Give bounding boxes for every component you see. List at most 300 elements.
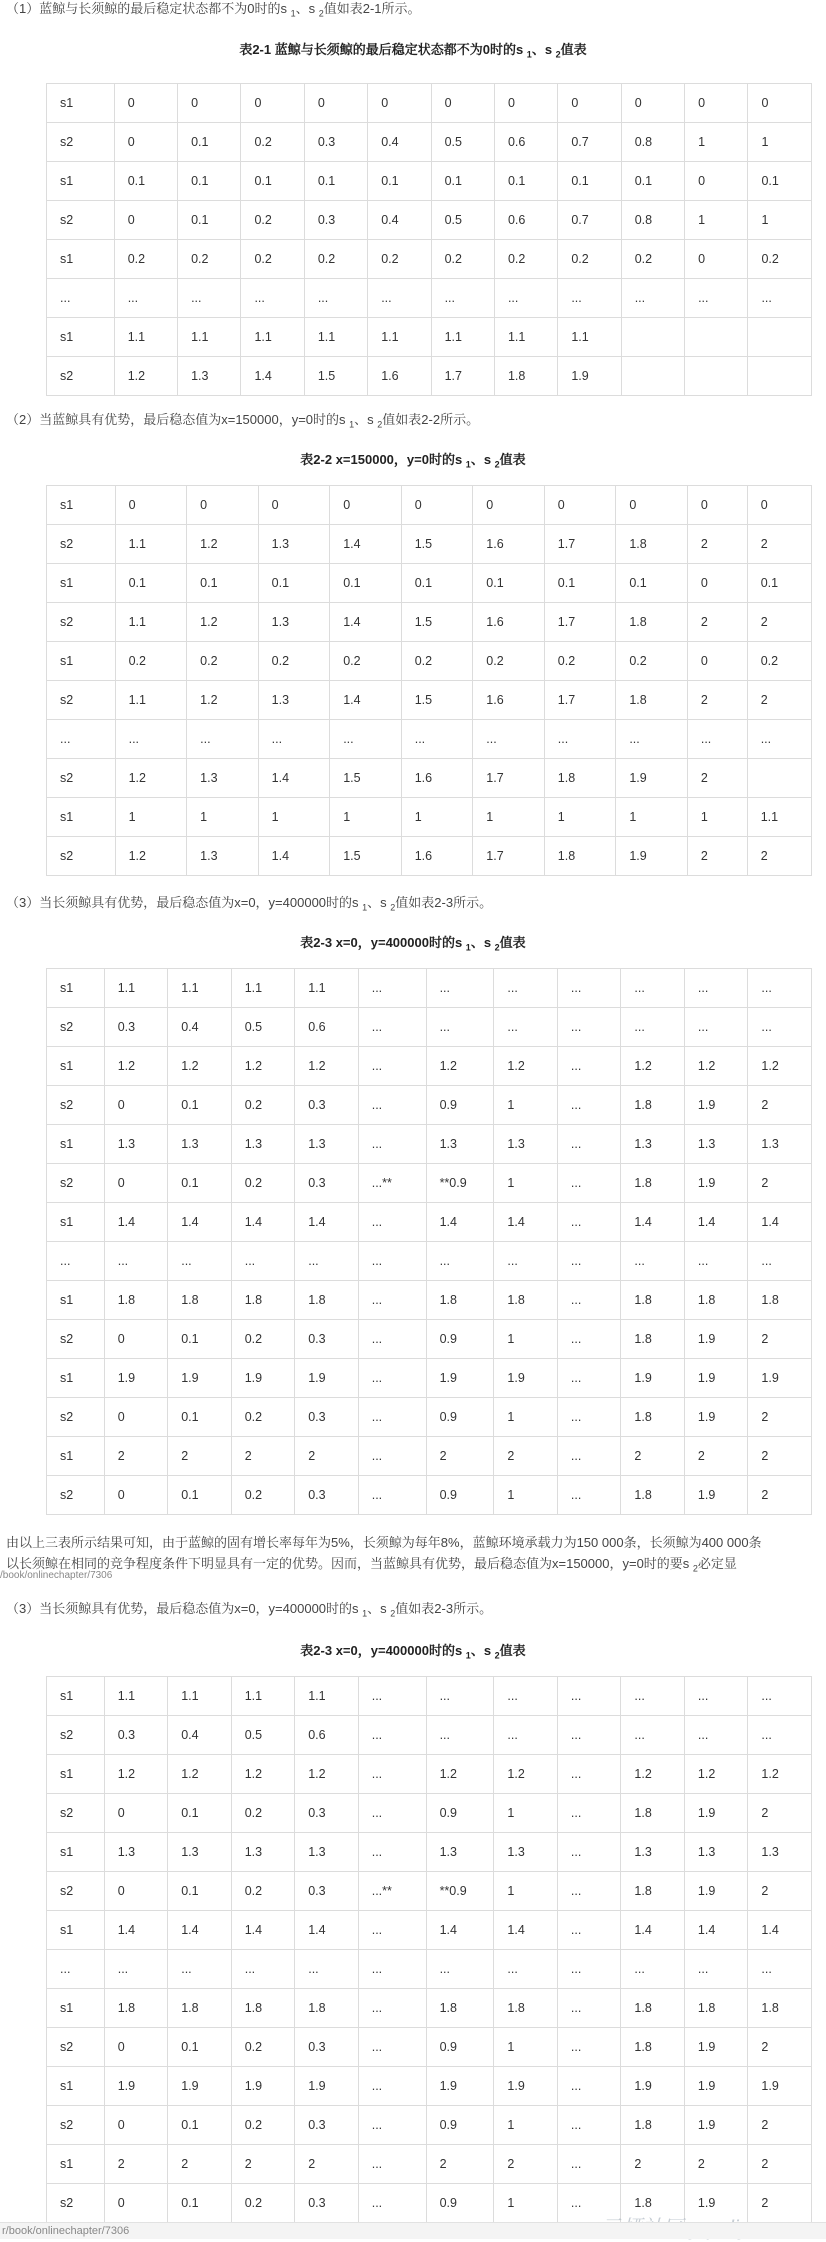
table-row bbox=[47, 1437, 812, 1476]
table-cell: ... bbox=[358, 1398, 426, 1437]
table-cell: ... bbox=[358, 2028, 426, 2067]
table-cell: 2 bbox=[748, 2184, 812, 2223]
table-cell: 0.2 bbox=[114, 240, 177, 279]
table-cell: 1.2 bbox=[494, 1047, 558, 1086]
table-cell: 1.2 bbox=[187, 525, 259, 564]
table-cell: ... bbox=[358, 1047, 426, 1086]
table-cell: 0 bbox=[104, 1872, 168, 1911]
table-cell: ... bbox=[557, 2145, 621, 2184]
table-cell: ... bbox=[358, 969, 426, 1008]
row-label-cell: s1 bbox=[47, 1047, 105, 1086]
table-cell: 2 bbox=[621, 2145, 685, 2184]
table-cell bbox=[621, 318, 684, 357]
table-cell: ... bbox=[557, 2184, 621, 2223]
table-cell: 1.4 bbox=[168, 1911, 232, 1950]
table-cell: ... bbox=[178, 279, 241, 318]
table-cell: 1.2 bbox=[494, 1755, 558, 1794]
table-cell: 1 bbox=[494, 1872, 558, 1911]
table-cell: 1.8 bbox=[295, 1989, 359, 2028]
table-cell: 0.3 bbox=[295, 1476, 359, 1515]
table-cell: 1.3 bbox=[258, 525, 330, 564]
table-cell: ... bbox=[684, 1242, 748, 1281]
table-cell: 1.5 bbox=[330, 837, 402, 876]
table-cell: ... bbox=[358, 1833, 426, 1872]
table-row bbox=[47, 1716, 812, 1755]
table-cell: ... bbox=[557, 1911, 621, 1950]
table-cell: 0.2 bbox=[241, 240, 304, 279]
table-cell: ... bbox=[241, 279, 304, 318]
table-cell: 0.1 bbox=[304, 162, 367, 201]
table-row bbox=[47, 162, 812, 201]
table-cell: 1.9 bbox=[231, 1359, 295, 1398]
table-cell: 1 bbox=[494, 1320, 558, 1359]
table-cell: ... bbox=[687, 720, 747, 759]
table-cell: ... bbox=[104, 1242, 168, 1281]
table-cell: 1.4 bbox=[748, 1911, 812, 1950]
table-cell: 1.8 bbox=[621, 1872, 685, 1911]
table-cell: 0 bbox=[114, 123, 177, 162]
table-cell: 1.9 bbox=[684, 1320, 748, 1359]
table-cell: ... bbox=[557, 969, 621, 1008]
table-cell: ... bbox=[358, 2184, 426, 2223]
summary-line-1: 由以上三表所示结果可知，由于蓝鲸的固有增长率每年为5%，长须鲸为每年8%，蓝鲸环境承载力为150 000条，长须鲸为400 000条 bbox=[6, 1535, 762, 1550]
table-cell: 1.2 bbox=[187, 681, 259, 720]
table-cell: 0 bbox=[104, 1794, 168, 1833]
table-cell: ... bbox=[557, 1320, 621, 1359]
data-table-2-3 bbox=[46, 968, 812, 1515]
table-cell: ...** bbox=[358, 1872, 426, 1911]
table-cell: 0.1 bbox=[114, 162, 177, 201]
table-cell: 1.1 bbox=[295, 1677, 359, 1716]
table-cell: 0.4 bbox=[168, 1716, 232, 1755]
table-cell: ... bbox=[621, 1677, 685, 1716]
table-cell: 0.1 bbox=[168, 1794, 232, 1833]
table-cell: 2 bbox=[426, 2145, 494, 2184]
table-cell: 0 bbox=[104, 2028, 168, 2067]
table-cell: ... bbox=[426, 1008, 494, 1047]
table-cell: 1.4 bbox=[295, 1911, 359, 1950]
table-cell: ... bbox=[621, 1716, 685, 1755]
table-cell: 1.4 bbox=[104, 1911, 168, 1950]
table-cell: 1.4 bbox=[330, 681, 402, 720]
table-cell: 2 bbox=[748, 1320, 812, 1359]
table-cell: 1 bbox=[685, 123, 748, 162]
table-cell: 1.3 bbox=[104, 1833, 168, 1872]
table-cell: 1.8 bbox=[231, 1989, 295, 2028]
table-cell: 1.5 bbox=[330, 759, 402, 798]
row-label-cell: s1 bbox=[47, 162, 115, 201]
table-cell: 1.8 bbox=[616, 681, 688, 720]
table-cell: 2 bbox=[494, 2145, 558, 2184]
table-cell: 1.2 bbox=[115, 759, 187, 798]
table-cell: 2 bbox=[747, 525, 811, 564]
table-cell: 0.5 bbox=[431, 201, 494, 240]
table-cell: 1 bbox=[616, 798, 688, 837]
table-cell: 0.2 bbox=[231, 1086, 295, 1125]
table-cell: 0.3 bbox=[295, 2184, 359, 2223]
intro-2: （2）当蓝鲸具有优势，最后稳态值为x=150000，y=0时的s $_1$、s $_2$值如表2-2所示。 bbox=[6, 412, 480, 430]
table-cell: 2 bbox=[168, 2145, 232, 2184]
table-cell: ... bbox=[295, 1950, 359, 1989]
table-cell: 1 bbox=[494, 1164, 558, 1203]
table-cell: ... bbox=[231, 1950, 295, 1989]
table-cell: 0 bbox=[431, 84, 494, 123]
table-cell: 0.3 bbox=[304, 201, 367, 240]
table-row bbox=[47, 1125, 812, 1164]
table-cell: 1.3 bbox=[684, 1125, 748, 1164]
table-row bbox=[47, 759, 812, 798]
row-label-cell: s2 bbox=[47, 123, 115, 162]
table-cell: 1.9 bbox=[684, 1359, 748, 1398]
table-cell: 0.2 bbox=[231, 1872, 295, 1911]
table-cell: 1.7 bbox=[544, 681, 616, 720]
table-cell: 1.9 bbox=[616, 759, 688, 798]
table-cell: 0 bbox=[616, 486, 688, 525]
table-cell: 0.3 bbox=[295, 1398, 359, 1437]
table-cell: 1.9 bbox=[748, 1359, 812, 1398]
table-cell: 1.2 bbox=[748, 1755, 812, 1794]
table-cell: 0.9 bbox=[426, 2028, 494, 2067]
row-label-cell: s2 bbox=[47, 681, 116, 720]
table-cell: 0 bbox=[621, 84, 684, 123]
table-cell: 1.4 bbox=[104, 1203, 168, 1242]
table-cell: 1.8 bbox=[621, 1281, 685, 1320]
table-cell: ... bbox=[358, 1281, 426, 1320]
table-row bbox=[47, 84, 812, 123]
table-cell: 1.4 bbox=[426, 1911, 494, 1950]
data-table-2-3-repeat bbox=[46, 1676, 812, 2223]
table-cell: 1.2 bbox=[104, 1755, 168, 1794]
table-cell: ... bbox=[684, 1716, 748, 1755]
table-cell: 0.9 bbox=[426, 1320, 494, 1359]
table-cell: 0.3 bbox=[295, 2028, 359, 2067]
table-cell: 1.2 bbox=[295, 1047, 359, 1086]
table-cell: 1.2 bbox=[684, 1047, 748, 1086]
table-cell: 0.3 bbox=[295, 1794, 359, 1833]
table-cell: 1.9 bbox=[621, 1359, 685, 1398]
table-cell: ... bbox=[557, 2067, 621, 2106]
table-cell: **0.9 bbox=[426, 1164, 494, 1203]
table-cell: ... bbox=[115, 720, 187, 759]
table-row bbox=[47, 1047, 812, 1086]
table-cell: 0 bbox=[687, 564, 747, 603]
table-cell: 0.3 bbox=[295, 2106, 359, 2145]
table-cell: 2 bbox=[295, 1437, 359, 1476]
table-cell bbox=[685, 357, 748, 396]
row-label-cell: s2 bbox=[47, 603, 116, 642]
table-cell: 1.1 bbox=[115, 681, 187, 720]
table-cell: 1 bbox=[401, 798, 473, 837]
table-cell: ... bbox=[358, 1911, 426, 1950]
table-cell: 1.8 bbox=[748, 1281, 812, 1320]
table-cell: ... bbox=[544, 720, 616, 759]
table-cell: ... bbox=[557, 2028, 621, 2067]
table-cell: ... bbox=[557, 1203, 621, 1242]
table-cell: ... bbox=[358, 1320, 426, 1359]
table-cell: ... bbox=[557, 1281, 621, 1320]
table-cell: 0 bbox=[104, 1320, 168, 1359]
table-cell: ... bbox=[685, 279, 748, 318]
table-cell: 0.8 bbox=[621, 201, 684, 240]
table-cell: 1.4 bbox=[330, 525, 402, 564]
row-label-cell: s1 bbox=[47, 1125, 105, 1164]
table-cell: 1.9 bbox=[295, 1359, 359, 1398]
table-cell: ... bbox=[494, 1008, 558, 1047]
table-cell: 1.3 bbox=[104, 1125, 168, 1164]
table-cell: ... bbox=[358, 1677, 426, 1716]
table-cell: 0.1 bbox=[168, 2028, 232, 2067]
table-cell: 0.5 bbox=[431, 123, 494, 162]
table-cell: 0.1 bbox=[494, 162, 557, 201]
table-cell: 1.3 bbox=[187, 837, 259, 876]
row-label-cell: s1 bbox=[47, 84, 115, 123]
table-cell: 1.2 bbox=[168, 1755, 232, 1794]
table-cell: ... bbox=[358, 1716, 426, 1755]
table-cell: 1 bbox=[494, 2028, 558, 2067]
table-cell: 0 bbox=[330, 486, 402, 525]
table-cell: 1.4 bbox=[231, 1911, 295, 1950]
table-cell: 1 bbox=[748, 201, 812, 240]
table-cell: 1.2 bbox=[295, 1755, 359, 1794]
table-cell: 0 bbox=[401, 486, 473, 525]
row-label-cell: s2 bbox=[47, 1716, 105, 1755]
table-cell: 2 bbox=[104, 2145, 168, 2184]
table-cell: 1.4 bbox=[295, 1203, 359, 1242]
table-cell: 1.7 bbox=[431, 357, 494, 396]
table-cell: 1.2 bbox=[621, 1755, 685, 1794]
table-cell: 1.9 bbox=[494, 1359, 558, 1398]
table-row bbox=[47, 837, 812, 876]
table-cell: 2 bbox=[748, 1164, 812, 1203]
row-label-cell: s1 bbox=[47, 1755, 105, 1794]
table-cell: 0.1 bbox=[168, 1398, 232, 1437]
table-cell: 2 bbox=[748, 1872, 812, 1911]
table-cell: 0.6 bbox=[295, 1716, 359, 1755]
table-cell: 1.2 bbox=[684, 1755, 748, 1794]
table-row bbox=[47, 1359, 812, 1398]
table-cell: ... bbox=[258, 720, 330, 759]
table-cell: 1.8 bbox=[621, 2106, 685, 2145]
table-cell: 1.8 bbox=[494, 1281, 558, 1320]
row-label-cell: s2 bbox=[47, 1320, 105, 1359]
table-cell: 1 bbox=[494, 2106, 558, 2145]
table-cell: 1.3 bbox=[231, 1125, 295, 1164]
table-cell: 1.1 bbox=[114, 318, 177, 357]
table-row bbox=[47, 969, 812, 1008]
row-label-cell: s1 bbox=[47, 1437, 105, 1476]
table-cell: 0.2 bbox=[544, 642, 616, 681]
table-cell: 1.8 bbox=[621, 1398, 685, 1437]
table-row bbox=[47, 2028, 812, 2067]
table-cell: 1.4 bbox=[258, 759, 330, 798]
table-cell: 1.4 bbox=[330, 603, 402, 642]
table-row bbox=[47, 1242, 812, 1281]
table-cell: ... bbox=[748, 1950, 812, 1989]
table-cell: 1.8 bbox=[168, 1281, 232, 1320]
table-cell: 0 bbox=[258, 486, 330, 525]
intro-4: （3）当长须鲸具有优势，最后稳态值为x=0，y=400000时的s $_1$、s $_2$值如表2-3所示。 bbox=[6, 1601, 493, 1619]
table-cell: 2 bbox=[747, 603, 811, 642]
table-cell: ... bbox=[557, 1716, 621, 1755]
table-cell: 0 bbox=[104, 1476, 168, 1515]
table-cell: ... bbox=[684, 1677, 748, 1716]
table-cell: 1.3 bbox=[426, 1833, 494, 1872]
table-row bbox=[47, 486, 812, 525]
table-cell bbox=[685, 318, 748, 357]
table-cell: 0.1 bbox=[616, 564, 688, 603]
table-cell: 0 bbox=[368, 84, 431, 123]
table-cell: ... bbox=[494, 1716, 558, 1755]
table-cell: 0.2 bbox=[330, 642, 402, 681]
table-row bbox=[47, 564, 812, 603]
table-cell: 1 bbox=[494, 1794, 558, 1833]
table-row bbox=[47, 1833, 812, 1872]
table-cell: 1.9 bbox=[684, 2028, 748, 2067]
table-cell: 1.9 bbox=[748, 2067, 812, 2106]
table-cell: 1.2 bbox=[426, 1755, 494, 1794]
table-cell: 0.1 bbox=[258, 564, 330, 603]
table-cell: ... bbox=[557, 1476, 621, 1515]
table-cell: 0.1 bbox=[748, 162, 812, 201]
table-cell: 1 bbox=[494, 1086, 558, 1125]
table-row bbox=[47, 1164, 812, 1203]
table-cell: 0.1 bbox=[168, 2106, 232, 2145]
table-cell: ... bbox=[557, 2106, 621, 2145]
table-cell: 0 bbox=[558, 84, 621, 123]
table-cell: 1.1 bbox=[295, 969, 359, 1008]
table-cell: 0 bbox=[115, 486, 187, 525]
table-cell: ... bbox=[494, 969, 558, 1008]
table-cell: 2 bbox=[748, 1794, 812, 1833]
intro-3: （3）当长须鲸具有优势，最后稳态值为x=0，y=400000时的s $_1$、s $_2$值如表2-3所示。 bbox=[6, 895, 493, 913]
table-cell: ... bbox=[557, 1086, 621, 1125]
table-title-1: 表2-1 蓝鲸与长须鲸的最后稳定状态都不为0时的s $_1$、s $_2$值表 bbox=[239, 42, 587, 60]
table-cell: ... bbox=[748, 279, 812, 318]
table-cell: 1.2 bbox=[187, 603, 259, 642]
table-cell: 0.6 bbox=[494, 123, 557, 162]
table-cell: 1.7 bbox=[473, 837, 545, 876]
table-cell: ... bbox=[621, 969, 685, 1008]
table-cell: ... bbox=[557, 1125, 621, 1164]
table-cell: 2 bbox=[687, 681, 747, 720]
table-cell: 0.2 bbox=[616, 642, 688, 681]
table-row bbox=[47, 279, 812, 318]
table-cell: 1.3 bbox=[178, 357, 241, 396]
table-cell: 2 bbox=[494, 1437, 558, 1476]
table-cell: 1.2 bbox=[104, 1047, 168, 1086]
table-cell: 0 bbox=[241, 84, 304, 123]
table-row bbox=[47, 1794, 812, 1833]
table-cell: 1.3 bbox=[258, 603, 330, 642]
table-cell: 0.1 bbox=[330, 564, 402, 603]
table-cell: 1.5 bbox=[401, 603, 473, 642]
table-cell: ... bbox=[358, 1794, 426, 1833]
table-cell: 0.3 bbox=[295, 1086, 359, 1125]
table-cell: 1.9 bbox=[168, 1359, 232, 1398]
table-cell: 0.1 bbox=[168, 1476, 232, 1515]
table-cell: 1.6 bbox=[473, 525, 545, 564]
table-cell: 1.8 bbox=[426, 1989, 494, 2028]
table-cell: ... bbox=[114, 279, 177, 318]
table-cell: 1.9 bbox=[426, 1359, 494, 1398]
table-cell: 0 bbox=[685, 84, 748, 123]
table-cell: 1.8 bbox=[616, 603, 688, 642]
table-cell: 1.3 bbox=[168, 1833, 232, 1872]
table-cell: 1.1 bbox=[241, 318, 304, 357]
table-cell: ... bbox=[748, 1008, 812, 1047]
table-cell: 0.9 bbox=[426, 2106, 494, 2145]
table-cell: 0.1 bbox=[621, 162, 684, 201]
table-cell: 0 bbox=[473, 486, 545, 525]
table-row bbox=[47, 1086, 812, 1125]
table-cell: 0.2 bbox=[231, 1320, 295, 1359]
table-title-2: 表2-2 x=150000，y=0时的s $_1$、s $_2$值表 bbox=[300, 452, 526, 470]
table-cell: 1.8 bbox=[621, 1794, 685, 1833]
table-cell: ... bbox=[358, 1476, 426, 1515]
row-label-cell: s2 bbox=[47, 201, 115, 240]
table-cell: 0.1 bbox=[747, 564, 811, 603]
table-cell: 1.3 bbox=[494, 1833, 558, 1872]
table-cell: 0.7 bbox=[558, 201, 621, 240]
table-cell: 0.1 bbox=[431, 162, 494, 201]
row-label-cell: s1 bbox=[47, 798, 116, 837]
table-cell: ... bbox=[684, 1008, 748, 1047]
table-cell: 1.1 bbox=[168, 1677, 232, 1716]
table-row bbox=[47, 1398, 812, 1437]
table-cell: 0.6 bbox=[494, 201, 557, 240]
table-cell: 1.8 bbox=[168, 1989, 232, 2028]
table-cell: ... bbox=[401, 720, 473, 759]
table-cell: 0.1 bbox=[168, 1320, 232, 1359]
table-cell: ... bbox=[358, 1125, 426, 1164]
table-cell: 0.1 bbox=[168, 1872, 232, 1911]
table-cell: 0 bbox=[104, 1086, 168, 1125]
table-row bbox=[47, 1320, 812, 1359]
table-cell: **0.9 bbox=[426, 1872, 494, 1911]
table-cell: 1.4 bbox=[426, 1203, 494, 1242]
table-cell: 1 bbox=[494, 1476, 558, 1515]
table-cell: ... bbox=[557, 1047, 621, 1086]
table-cell: ... bbox=[616, 720, 688, 759]
table-cell: 1.1 bbox=[304, 318, 367, 357]
table-cell: 2 bbox=[687, 525, 747, 564]
table-cell: 1.3 bbox=[295, 1125, 359, 1164]
intro-1: （1）蓝鲸与长须鲸的最后稳定状态都不为0时的s $_1$、s $_2$值如表2-1所示。 bbox=[6, 1, 421, 19]
table-cell: 0 bbox=[685, 240, 748, 279]
table-cell: 1 bbox=[544, 798, 616, 837]
table-cell: ... bbox=[684, 969, 748, 1008]
table-cell: 0.1 bbox=[544, 564, 616, 603]
table-cell: 1.9 bbox=[295, 2067, 359, 2106]
table-cell: 0.5 bbox=[231, 1716, 295, 1755]
table-cell: 0.9 bbox=[426, 2184, 494, 2223]
table-cell: ... bbox=[358, 1203, 426, 1242]
table-cell: 1.1 bbox=[558, 318, 621, 357]
table-cell: 1.3 bbox=[231, 1833, 295, 1872]
table-cell: 1.2 bbox=[231, 1047, 295, 1086]
table-cell: 1.9 bbox=[684, 1872, 748, 1911]
row-label-cell: s2 bbox=[47, 1008, 105, 1047]
row-label-cell: s1 bbox=[47, 2145, 105, 2184]
table-cell: 0.2 bbox=[368, 240, 431, 279]
table-cell: 0 bbox=[304, 84, 367, 123]
table-cell: 1.4 bbox=[258, 837, 330, 876]
table-cell: 0.3 bbox=[295, 1872, 359, 1911]
table-cell: 1.9 bbox=[684, 2067, 748, 2106]
table-row bbox=[47, 201, 812, 240]
table-cell: 2 bbox=[687, 603, 747, 642]
table-cell: 1 bbox=[473, 798, 545, 837]
